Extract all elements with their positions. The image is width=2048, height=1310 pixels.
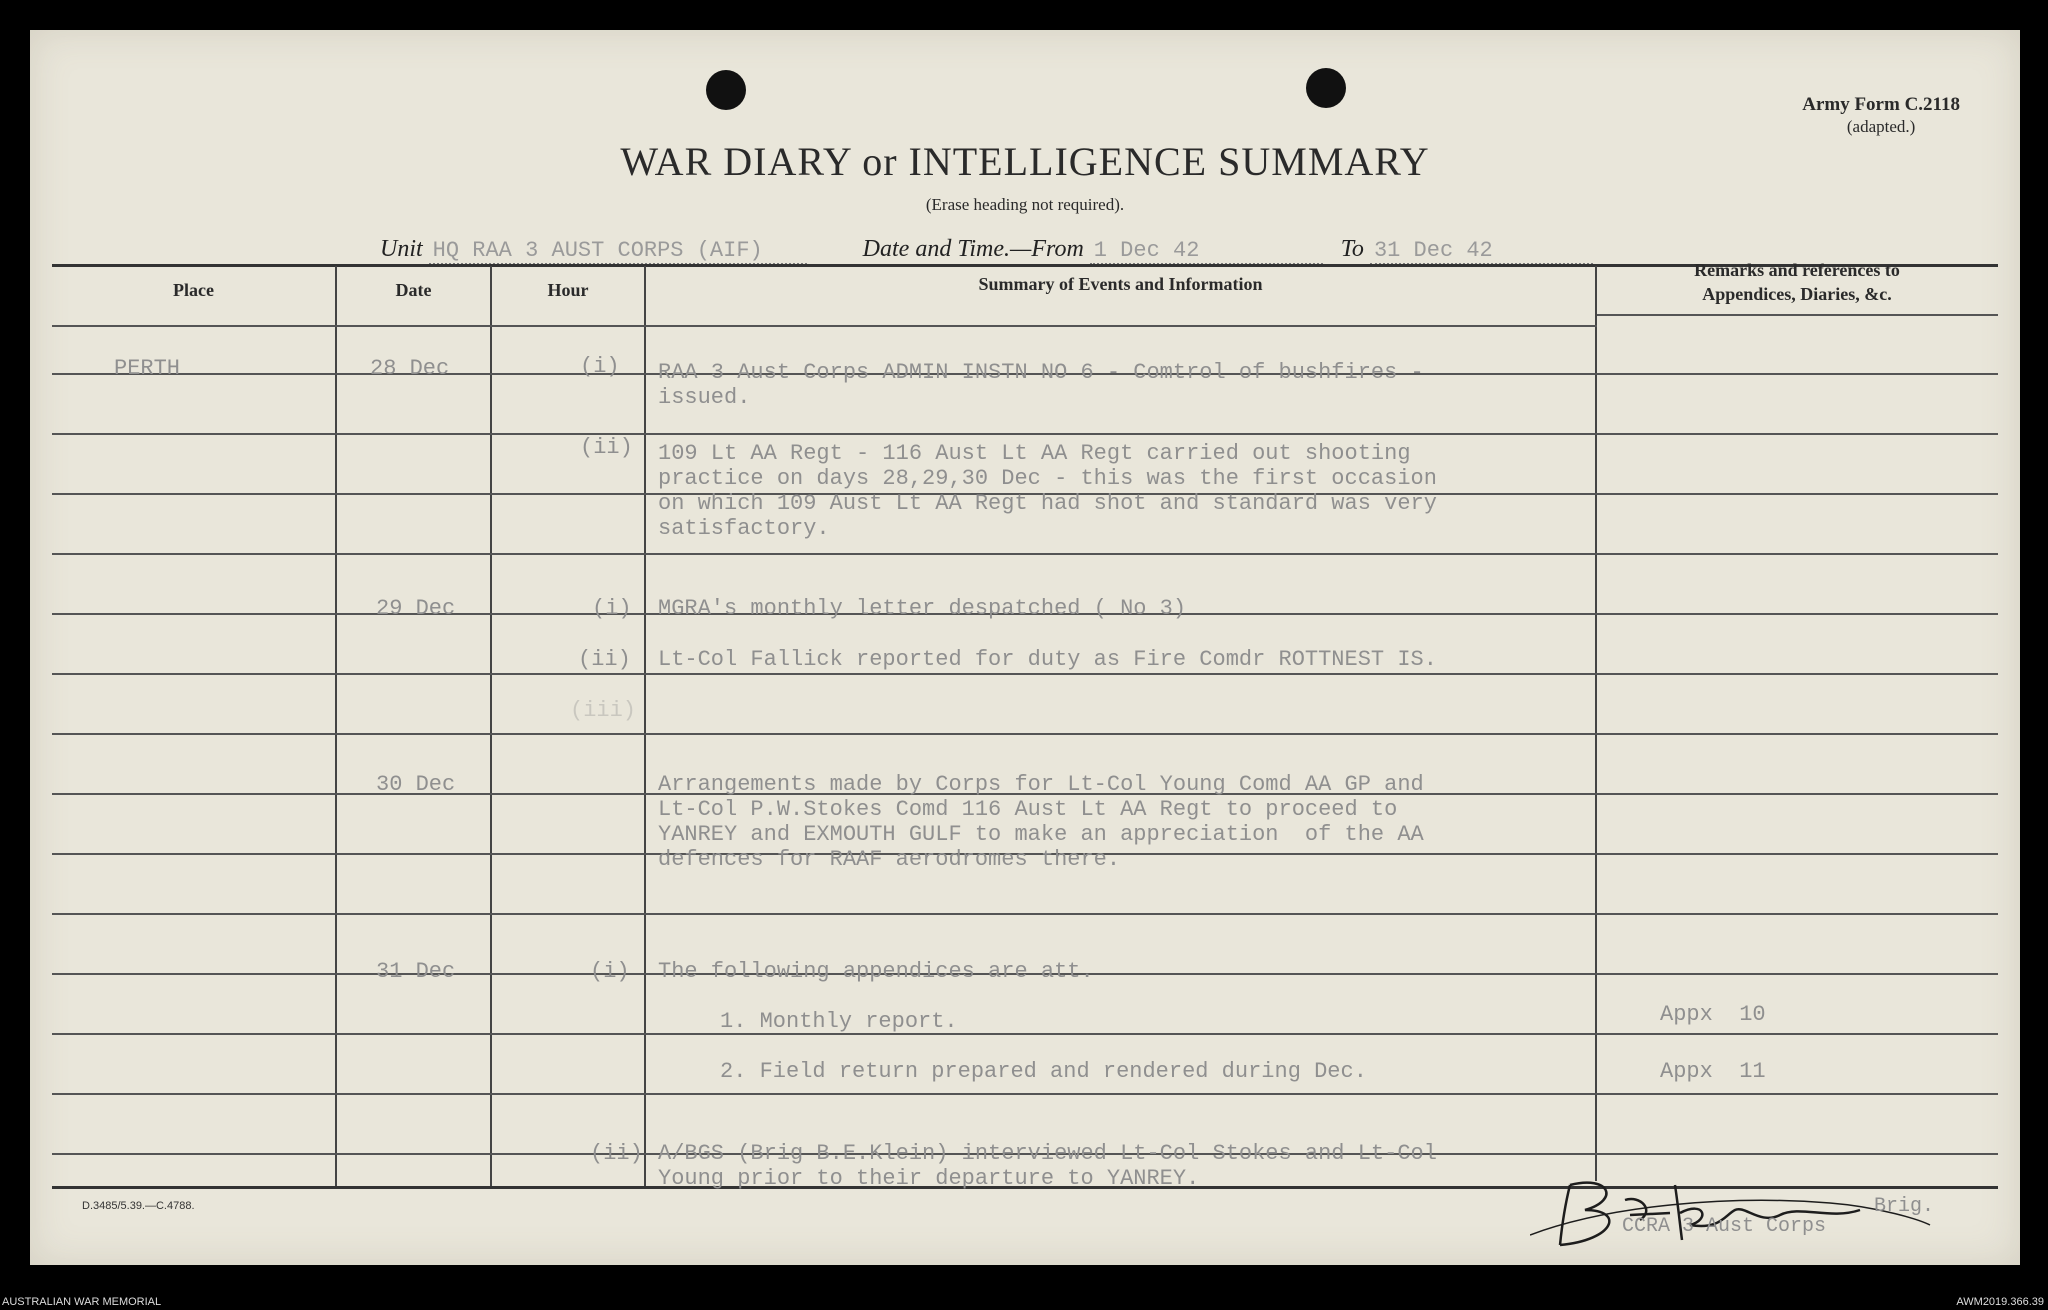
row-rule: [52, 1093, 1998, 1095]
row-rule: [52, 733, 1998, 735]
page-title: WAR DIARY or INTELLIGENCE SUMMARY: [620, 139, 1430, 184]
entry-text: Arrangements made by Corps for Lt-Col Young Comd AA GP and Lt-Col P.W.Stokes Comd 116 Aust Lt AA Regt to proceed to YANREY and EXMOUTH GULF to make an appreciation of the AA defences for RAAF aerodromes there.: [658, 772, 1424, 872]
header-rule: [52, 325, 1597, 327]
entry-hour: (iii): [570, 698, 637, 723]
punch-hole: [706, 70, 746, 110]
entry-text: A/BGS (Brig B.E.Klein) interviewed Lt-Col Stokes and Lt-Col Young prior to their departure to YANREY.: [658, 1141, 1437, 1191]
entry-text: MGRA's monthly letter despatched ( No 3): [658, 596, 1187, 621]
entry-hour: (ii): [580, 435, 633, 460]
column-divider: [490, 266, 492, 1188]
archive-credit: AUSTRALIAN WAR MEMORIAL: [2, 1296, 162, 1308]
print-code: D.3485/5.39.—C.4788.: [82, 1200, 195, 1212]
signature-rank: Brig.: [1874, 1195, 1935, 1218]
entry-date: 29 Dec: [376, 596, 456, 621]
row-rule: [52, 433, 1998, 435]
to-label: To: [1340, 236, 1364, 262]
entry-text: 1. Monthly report.: [720, 1009, 958, 1034]
row-rule: [52, 1033, 1998, 1035]
unit-value: HQ RAA 3 AUST CORPS (AIF): [432, 238, 763, 263]
row-rule: [52, 913, 1998, 915]
army-form-number: Army Form C.2118: [1802, 94, 1960, 115]
entry-text: 2. Field return prepared and rendered during Dec.: [720, 1059, 1367, 1084]
row-rule: [52, 673, 1998, 675]
entry-text: Lt-Col Fallick reported for duty as Fire Comdr ROTTNEST IS.: [658, 647, 1437, 672]
entry-date: 31 Dec: [376, 959, 456, 984]
entry-text: RAA 3 Aust Corps ADMIN INSTN NO 6 - Comtrol of bushfires - issued.: [658, 360, 1424, 410]
entry-date: 28 Dec: [370, 356, 450, 381]
diary-page: [30, 30, 2020, 1265]
row-rule: [52, 553, 1998, 555]
column-divider: [335, 266, 337, 1188]
entry-hour: (i): [580, 354, 620, 379]
entry-hour: (i): [590, 959, 630, 984]
title-note: (Erase heading not required).: [925, 195, 1125, 214]
column-divider: [1595, 266, 1597, 1181]
appendix-ref: Appx 10: [1660, 1002, 1766, 1027]
entry-place: PERTH: [114, 356, 181, 381]
header-hour: Hour: [547, 280, 589, 300]
army-form-label: [1802, 94, 1960, 138]
entry-text: 109 Lt AA Regt - 116 Aust Lt AA Regt carried out shooting practice on days 28,29,30 Dec - this was the first occasion on which 109 Aust Lt AA Regt had shot and standard was very satisfactory.: [658, 441, 1437, 541]
archive-id: AWM2019.366.39: [1956, 1296, 2044, 1308]
column-divider: [644, 266, 646, 1188]
header-remarks: Remarks and references to Appendices, Diaries, &c.: [1694, 260, 1900, 304]
header-rule: [1597, 314, 1998, 316]
entry-hour: (i): [592, 596, 632, 621]
entry-hour: (ii): [578, 647, 631, 672]
header-place: Place: [173, 280, 214, 300]
date-from: 1 Dec 42: [1093, 238, 1200, 263]
appendix-ref: Appx 11: [1660, 1059, 1766, 1084]
header-date: Date: [395, 280, 432, 300]
punch-hole: [1306, 68, 1346, 108]
entry-text: The following appendices are att.: [658, 959, 1094, 984]
unit-date-line: [380, 236, 1593, 265]
date-label: Date and Time.—From: [862, 236, 1084, 262]
header-summary: Summary of Events and Information: [978, 274, 1263, 294]
signature-role: CCRA 3 Aust Corps: [1622, 1215, 1827, 1238]
entry-hour: (ii): [590, 1141, 643, 1166]
unit-label: Unit: [380, 236, 423, 262]
army-form-adapted: (adapted.): [1846, 117, 1916, 136]
entry-date: 30 Dec: [376, 772, 456, 797]
date-to: 31 Dec 42: [1373, 238, 1493, 263]
